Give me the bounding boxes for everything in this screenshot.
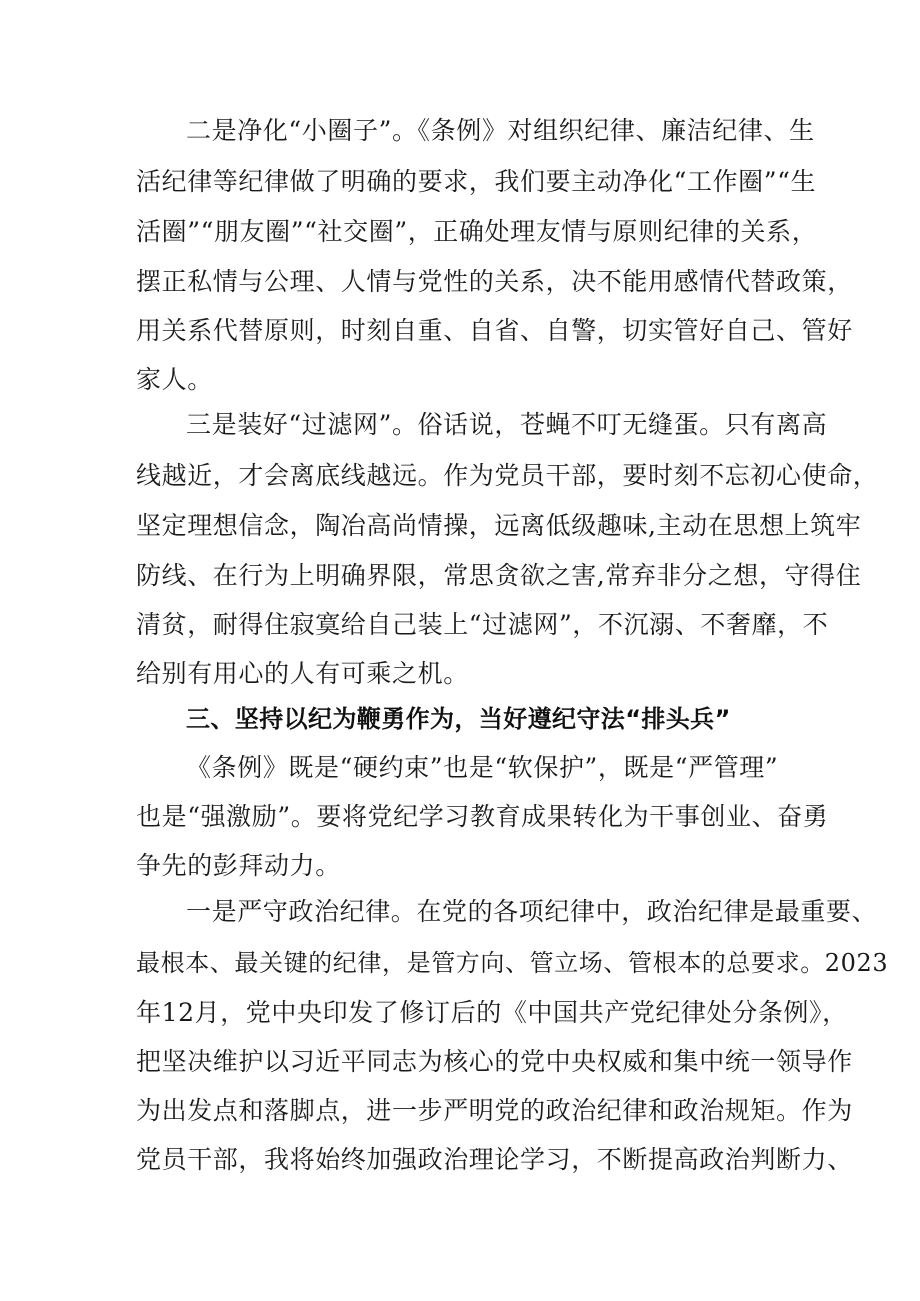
- paragraph-1-line-2: 活纪律等纪律做了明确的要求，我们要主动净化“工作圈”“生: [136, 167, 817, 196]
- paragraph-2-line-6: 给别有用心的人有可乘之机。: [136, 659, 469, 688]
- paragraph-2-line-4: 防线、在行为上明确界限，常思贪欲之害,常弃非分之想，守得住: [136, 561, 862, 590]
- paragraph-1-line-6: 家人。: [136, 365, 213, 394]
- section-heading: 三、坚持以纪为鞭勇作为，当好遵纪守法“排头兵”: [186, 705, 731, 733]
- paragraph-2-line-5: 清贫，耐得住寂寞给自己装上“过滤网”，不沉溺、不奢靡，不: [136, 610, 829, 639]
- paragraph-4-line-2: 最根本、最关键的纪律，是管方向、管立场、管根本的总要求。2023: [136, 949, 889, 977]
- paragraph-4-line-1: 一是严守政治纪律。在党的各项纪律中，政治纪律是最重要、: [186, 897, 878, 926]
- paragraph-1-line-5: 用关系代替原则，时刻自重、自省、自警，切实管好自己、管好: [136, 316, 853, 345]
- paragraph-4-line-3: 年12月，党中央印发了修订后的《中国共产党纪律处分条例》，: [136, 998, 848, 1027]
- paragraph-4-line-5: 为出发点和落脚点，进一步严明党的政治纪律和政治规矩。作为: [136, 1096, 853, 1125]
- paragraph-4-line-6: 党员干部，我将始终加强政治理论学习，不断提高政治判断力、: [136, 1145, 853, 1174]
- paragraph-1-line-1: 二是净化“小圈子”。《条例》对组织纪律、廉洁纪律、生: [186, 116, 815, 145]
- paragraph-2-line-3: 坚定理想信念，陶冶高尚情操，远离低级趣味,主动在思想上筑牢: [136, 511, 862, 540]
- paragraph-4-line-4: 把坚决维护以习近平同志为核心的党中央权威和集中统一领导作: [136, 1047, 853, 1076]
- paragraph-1-line-3: 活圈”“朋友圈”“社交圈”，正确处理友情与原则纪律的关系，: [136, 217, 818, 246]
- paragraph-3-line-1: 《条例》既是“硬约束”也是“软保护”，既是“严管理”: [186, 753, 779, 782]
- paragraph-2-line-2: 线越近，才会离底线越远。作为党员干部，要时刻不忘初心使命，: [136, 461, 879, 490]
- paragraph-3-line-3: 争先的彭拜动力。: [136, 851, 341, 880]
- paragraph-2-line-1: 三是装好“过滤网”。俗话说，苍蝇不叮无缝蛋。只有离高: [186, 410, 828, 439]
- paragraph-1-line-4: 摆正私情与公理、人情与党性的关系，决不能用感情代替政策，: [136, 267, 853, 296]
- paragraph-3-line-2: 也是“强激励”。要将党纪学习教育成果转化为干事创业、奋勇: [136, 802, 829, 831]
